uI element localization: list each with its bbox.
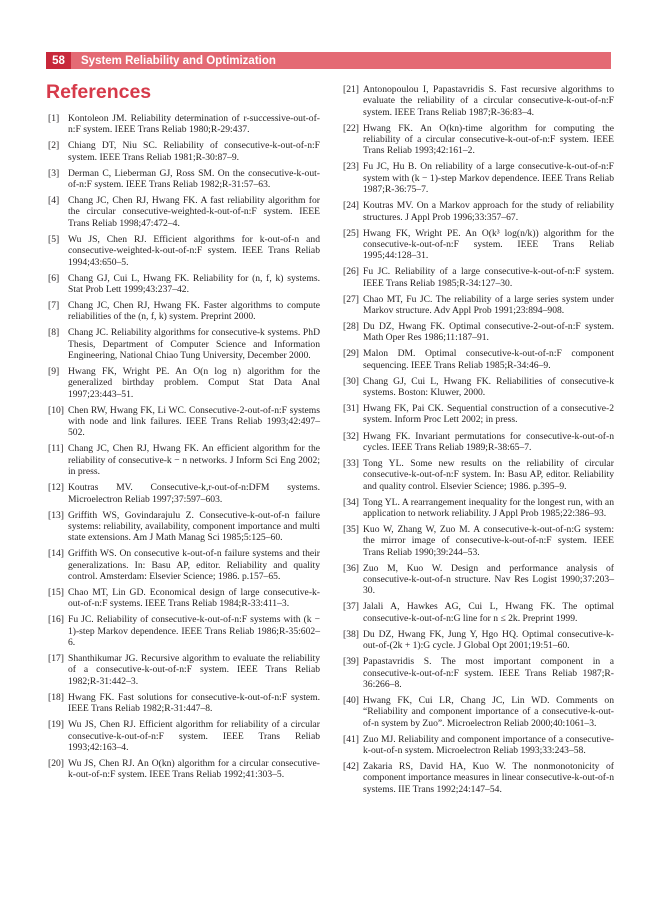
reference-text: Du DZ, Hwang FK, Jung Y, Hgo HQ. Optimal consecutive-k-out-of-(2k + 1):G cycle. J Global Opt 2001;19:51–60. [363,628,614,652]
reference-item [48,168,320,191]
reference-number: [14] [48,548,64,560]
reference-number: [33] [343,457,359,469]
reference-item [48,719,320,753]
reference-number: [41] [343,733,359,745]
reference-text: Hwang FK, Cui LR, Chang JC, Lin WD. Comments on “Reliability and component importance of a consecutive-k-out-of-n system by Zuo”. Microelectron Reliab 2000;40:1061–3. [363,694,614,729]
page-number: 58 [46,52,71,69]
reference-text: Wu JS, Chen RJ. Efficient algorithms for k-out-of-n and consecutive-weighted-k-out-of-n:F system. IEEE Trans Reliab 1994;43:650–5. [68,233,320,268]
reference-number: [27] [343,293,359,305]
reference-number: [3] [48,167,60,179]
reference-number: [20] [48,757,64,769]
reference-text: Fu JC. Reliability of consecutive-k-out-of-n:F systems with (k − 1)-step Markov dependence. IEEE Trans Reliab 1986;R-35:602–6. [68,614,320,649]
reference-item [48,300,320,323]
reference-text: Chao MT, Fu JC. The reliability of a large series system under Markov structure. Adv Appl Prob 1991;23:894–908. [363,293,614,316]
reference-text: Chang GJ, Cui L, Hwang FK. Reliability for (n, f, k) systems. Stat Prob Lett 1999;43:237–42. [68,272,320,295]
reference-number: [12] [48,482,64,494]
reference-item [48,548,320,582]
reference-number: [10] [48,404,64,416]
reference-item [48,510,320,544]
reference-item [343,524,614,558]
references-left-column [48,113,320,785]
reference-item [48,366,320,400]
reference-number: [2] [48,140,60,152]
reference-item [343,376,614,399]
reference-number: [26] [343,266,359,278]
reference-number: [7] [48,299,60,311]
reference-text: Tong YL. Some new results on the reliability of circular consecutive-k-out-of-n:F system. In: Basu AP, editor. Reliability and quality control. Elsevier Science; 1986. p.395–9. [363,457,614,492]
reference-item [48,443,320,477]
reference-number: [32] [343,430,359,442]
reference-text: Kontoleon JM. Reliability determination of r-successive-out-of-n:F system. IEEE Trans Reliab 1980;R-29:437. [68,113,320,136]
reference-item [343,458,614,492]
section-title: System Reliability and Optimization [81,54,276,67]
running-header [46,52,611,69]
reference-number: [11] [48,443,64,455]
reference-item [48,692,320,715]
reference-item [48,327,320,361]
reference-text: Chang JC, Chen RJ, Hwang FK. An efficient algorithm for the reliability of consecutive-k − n networks. J Inform Sci Eng 2002; in press. [68,443,320,478]
reference-item [48,653,320,687]
reference-number: [6] [48,272,60,284]
reference-number: [29] [343,348,359,360]
reference-item [48,273,320,296]
reference-item [343,431,614,454]
reference-item [343,629,614,652]
reference-text: Wu JS, Chen RJ. An O(kn) algorithm for a circular consecutive-k-out-of-n:F system. IEEE Trans Reliab 1992;41:303–5. [68,757,320,781]
reference-text: Chang JC, Chen RJ, Hwang FK. A fast reliability algorithm for the circular consecutive-weighted-k-out-of-n:F system. IEEE Trans Reliab 1998;47:472–4. [68,195,320,229]
reference-item [343,497,614,520]
reference-item [343,321,614,344]
reference-number: [18] [48,691,64,703]
reference-text: Hwang FK, Wright PE. An O(k³ log(n/k)) algorithm for the consecutive-k-out-of-n:F system. IEEE Trans Reliab 1995;44:128–31. [363,227,614,262]
reference-item [343,403,614,426]
reference-item [343,84,614,118]
reference-number: [28] [343,321,359,332]
reference-number: [23] [343,161,359,173]
reference-number: [4] [48,195,60,207]
reference-item [343,161,614,195]
reference-item [343,695,614,729]
reference-number: [37] [343,601,359,613]
reference-item [343,656,614,690]
reference-item [343,563,614,597]
reference-text: Hwang FK. Fast solutions for consecutive-k-out-of-n:F system. IEEE Trans Reliab 1982;R-31:447–8. [68,691,320,715]
reference-text: Tong YL. A rearrangement inequality for the longest run, with an application to network reliability. J Appl Prob 1985;22:386–93. [363,496,614,519]
reference-item [343,601,614,624]
reference-item [48,482,320,505]
reference-number: [38] [343,628,359,640]
reference-text: Jalali A, Hawkes AG, Cui L, Hwang FK. The optimal consecutive-k-out-of-n:G line for n ≤ 2k. Preprint 1999. [363,601,614,624]
reference-number: [39] [343,656,359,668]
reference-number: [35] [343,523,359,535]
reference-text: Hwang FK, Pai CK. Sequential construction of a consecutive-2 system. Inform Proc Lett 2002; in press. [363,403,614,426]
reference-item [48,405,320,439]
reference-number: [34] [343,496,359,508]
reference-number: [31] [343,403,359,415]
reference-text: Hwang FK. An O(kn)-time algorithm for computing the reliability of a circular consecutive-k-out-of-n:F system. IEEE Trans Reliab 1993;42:161–2. [363,122,614,157]
reference-text: Chen RW, Hwang FK, Li WC. Consecutive-2-out-of-n:F systems with node and link failures. IEEE Trans Reliab 1993;42:497–502. [68,404,320,439]
reference-item [48,587,320,610]
reference-number: [1] [48,113,60,124]
reference-text: Fu JC, Hu B. On reliability of a large consecutive-k-out-of-n:F system with (k − 1)-step Markov dependence. IEEE Trans Reliab 1987;R-36:75–7. [363,161,614,196]
reference-text: Chang JC, Chen RJ, Hwang FK. Faster algorithms to compute reliabilities of the (n, f, k) system. Preprint 2000. [68,299,320,323]
reference-number: [30] [343,375,359,387]
reference-text: Chang GJ, Cui L, Hwang FK. Reliabilities of consecutive-k systems. Boston: Kluwer, 2000. [363,375,614,399]
reference-number: [5] [48,233,60,245]
reference-item [343,348,614,371]
reference-text: Chang JC. Reliability algorithms for consecutive-k systems. PhD Thesis, Department of Computer Science and Information Engineering, National Chiao Tung University, December 2000. [68,327,320,361]
reference-text: Hwang FK, Wright PE. An O(n log n) algorithm for the generalized birthday problem. Comput Stat Data Anal 1997;23:443–51. [68,366,320,400]
reference-text: Fu JC. Reliability of a large consecutive-k-out-of-n:F system. IEEE Trans Reliab 1985;R-34:127–30. [363,266,614,289]
reference-number: [25] [343,227,359,239]
reference-number: [36] [343,562,359,574]
reference-item [343,228,614,262]
reference-text: Shanthikumar JG. Recursive algorithm to evaluate the reliability of a consecutive-k-out-of-n:F system. IEEE Trans Reliab 1982;R-31:442–3. [68,653,320,687]
reference-text: Koutras MV. On a Markov approach for the study of reliability structures. J Appl Prob 1996;33:357–67. [363,200,614,223]
reference-item [48,140,320,163]
reference-text: Papastavridis S. The most important component in a consecutive-k-out-of-n:F system. IEEE Trans Reliab 1987;R-36:266–8. [363,656,614,690]
references-right-column [343,84,614,800]
reference-item [48,113,320,136]
reference-text: Wu JS, Chen RJ. Efficient algorithm for reliability of a circular consecutive-k-out-of-n:F system. IEEE Trans Reliab 1993;42:163–4. [68,719,320,753]
reference-text: Chao MT, Lin GD. Economical design of large consecutive-k-out-of-n:F systems. IEEE Trans Reliab 1984;R-33:411–3. [68,587,320,610]
reference-item [48,758,320,781]
reference-text: Hwang FK. Invariant permutations for consecutive-k-out-of-n cycles. IEEE Trans Reliab 1989;R-38:65–7. [363,430,614,453]
reference-item [343,200,614,223]
reference-text: Derman C, Lieberman GJ, Ross SM. On the consecutive-k-out-of-n:F system. IEEE Trans Reliab 1982;R-31:57–63. [68,167,320,191]
reference-number: [17] [48,653,64,665]
reference-text: Zakaria RS, David HA, Kuo W. The nonmonotonicity of component importance measures in linear consecutive-k-out-of-n systems. IIE Trans 1992;24:147–54. [363,760,614,795]
reference-text: Zuo M, Kuo W. Design and performance analysis of consecutive-k-out-of-n structure. Nav Res Logist 1990;37:203–30. [363,562,614,597]
reference-number: [15] [48,587,64,598]
reference-number: [19] [48,719,64,731]
reference-item [48,195,320,229]
reference-number: [40] [343,694,359,706]
reference-number: [13] [48,509,64,521]
reference-number: [42] [343,760,359,772]
reference-number: [9] [48,366,60,378]
reference-text: Griffith WS. On consecutive k-out-of-n failure systems and their generalizations. In: Basu AP, editor. Reliability and quality control. Amsterdam: Elsevier Science; 1986. p.157–65. [68,548,320,582]
reference-number: [24] [343,200,359,212]
reference-text: Antonopoulou I, Papastavridis S. Fast recursive algorithms to evaluate the reliability of a circular consecutive-k-out-of-n:F system. IEEE Trans Reliab 1987;R-36:83–4. [363,84,614,118]
reference-item [343,266,614,289]
reference-item [343,294,614,317]
reference-text: Kuo W, Zhang W, Zuo M. A consecutive-k-out-of-n:G system: the mirror image of consecutive-k-out-of-n:F system. IEEE Trans Reliab 1990;39:244–53. [363,523,614,558]
reference-item [48,614,320,648]
reference-number: [22] [343,122,359,134]
reference-number: [8] [48,327,60,339]
references-heading: References [46,81,152,103]
reference-number: [16] [48,614,64,626]
reference-text: Malon DM. Optimal consecutive-k-out-of-n:F component sequencing. IEEE Trans Reliab 1985;R-34:46–9. [363,348,614,371]
reference-text: Du DZ, Hwang FK. Optimal consecutive-2-out-of-n:F system. Math Oper Res 1986;11:187–91. [363,321,614,344]
reference-text: Griffith WS, Govindarajulu Z. Consecutive-k-out-of-n failure systems: reliability, availability, component importance and multi state extensions. Am J Math Manag Sci 1985;5:125–60. [68,509,320,544]
reference-text: Zuo MJ. Reliability and component importance of a consecutive-k-out-of-n system. Microelectron Reliab 1993;33:243–58. [363,733,614,756]
reference-number: [21] [343,84,359,95]
reference-item [48,234,320,268]
reference-text: Chiang DT, Niu SC. Reliability of consecutive-k-out-of-n:F system. IEEE Trans Reliab 1981;R-30:87–9. [68,140,320,163]
reference-item [343,123,614,157]
reference-text: Koutras MV. Consecutive-k,r-out-of-n:DFM systems. Microelectron Reliab 1997;37:597–603. [68,482,320,505]
reference-item [343,761,614,795]
reference-item [343,734,614,757]
